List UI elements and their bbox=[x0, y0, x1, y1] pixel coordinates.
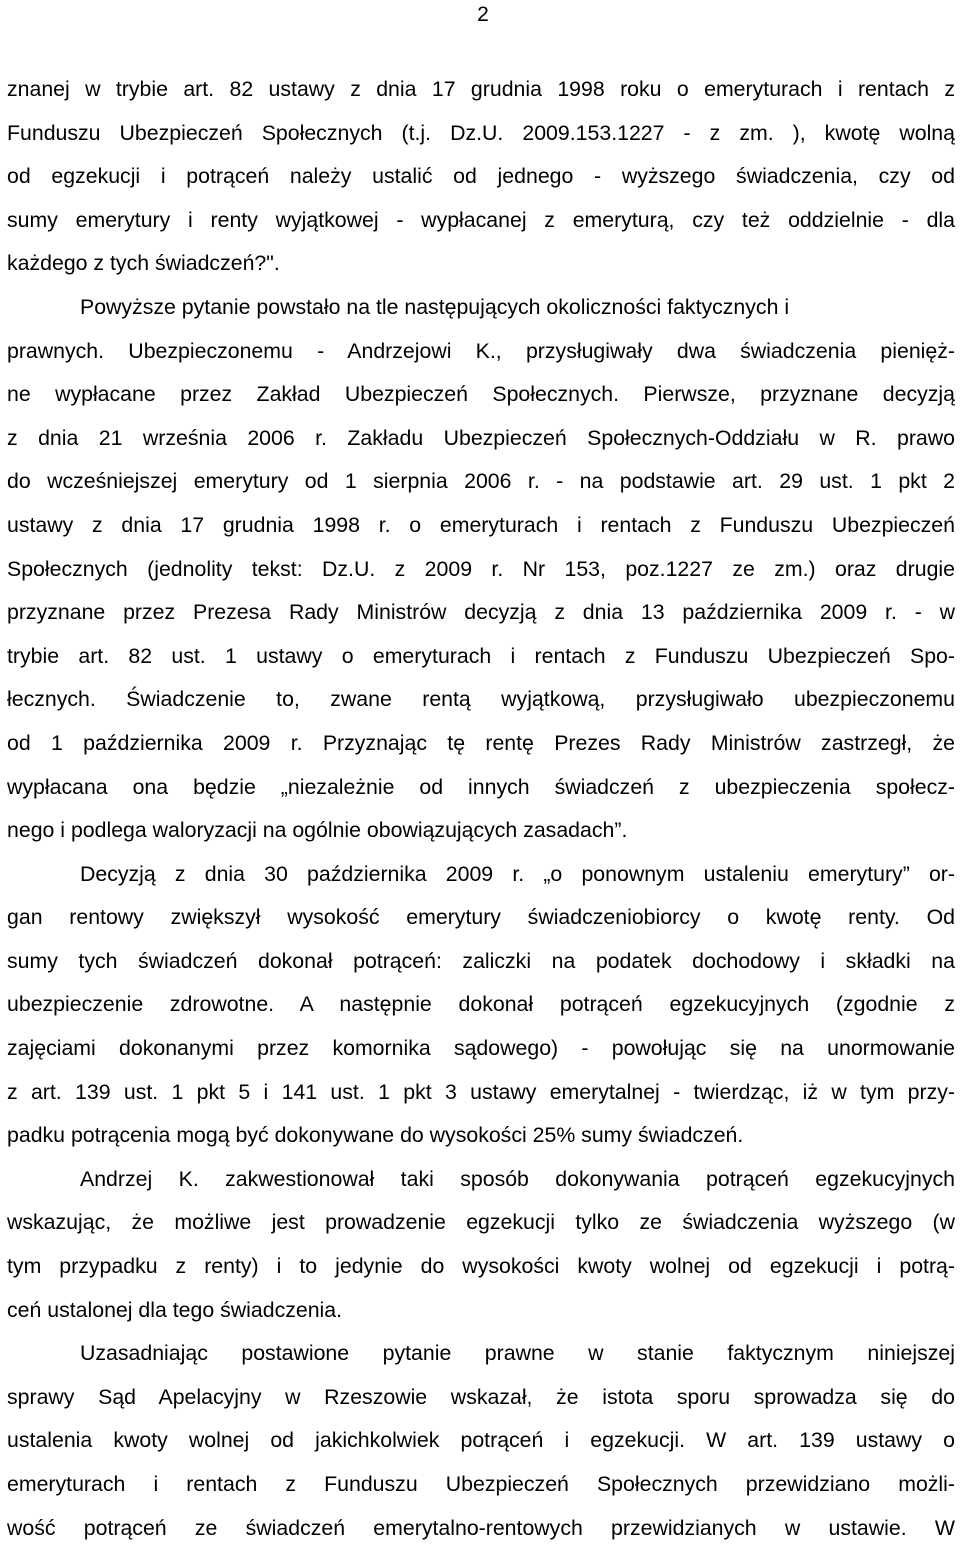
text-line: z art. 139 ust. 1 pkt 5 i 141 ust. 1 pkt 3 ustawy emerytalnej - twierdząc, iż w tym przy- bbox=[7, 1079, 955, 1104]
text-line: prawnych. Ubezpieczonemu - Andrzejowi K., przysługiwały dwa świadczenia pienięż- bbox=[7, 338, 955, 363]
text-line: gan rentowy zwiększył wysokość emerytury świadczeniobiorcy o kwotę renty. Od bbox=[7, 905, 955, 930]
text-line: wskazując, że możliwe jest prowadzenie egzekucji tylko ze świadczenia wyższego (w bbox=[7, 1210, 955, 1235]
text-line: padku potrącenia mogą być dokonywane do wysokości 25% sumy świadczeń. bbox=[7, 1123, 744, 1148]
document-body bbox=[7, 68, 955, 1550]
text-line: trybie art. 82 ust. 1 ustawy o emeryturach i rentach z Funduszu Ubezpieczeń Spo- bbox=[7, 643, 955, 668]
text-line: wypłacana ona będzie „niezależnie od innych świadczeń z ubezpieczenia społecz- bbox=[7, 774, 955, 799]
text-line: z dnia 21 września 2006 r. Zakładu Ubezpieczeń Społecznych-Oddziału w R. prawo bbox=[7, 425, 955, 450]
text-line: wość potrąceń ze świadczeń emerytalno-rentowych przewidzianych w ustawie. W bbox=[7, 1515, 955, 1540]
page-number: 2 bbox=[477, 3, 489, 26]
text-line: Andrzej K. zakwestionował taki sposób dokonywania potrąceń egzekucyjnych bbox=[80, 1166, 955, 1191]
text-line: sumy tych świadczeń dokonał potrąceń: zaliczki na podatek dochodowy i składki na bbox=[7, 948, 955, 973]
text-line: emeryturach i rentach z Funduszu Ubezpieczeń Społecznych przewidziano możli- bbox=[7, 1472, 955, 1496]
text-line: łecznych. Świadczenie to, zwane rentą wyjątkową, przysługiwało ubezpieczonemu bbox=[7, 687, 955, 712]
text-line: Powyższe pytanie powstało na tle następujących okoliczności faktycznych i bbox=[80, 294, 790, 319]
text-line: Uzasadniając postawione pytanie prawne w stanie faktycznym niniejszej bbox=[80, 1341, 955, 1366]
text-line: Funduszu Ubezpieczeń Społecznych (t.j. Dz.U. 2009.153.1227 - z zm. ), kwotę wolną bbox=[7, 120, 955, 145]
text-line: od egzekucji i potrąceń należy ustalić od jednego - wyższego świadczenia, czy od bbox=[7, 164, 955, 189]
text-line: Decyzją z dnia 30 października 2009 r. „o ponownym ustaleniu emerytury” or- bbox=[80, 861, 955, 886]
text-line: ne wypłacane przez Zakład Ubezpieczeń Społecznych. Pierwsze, przyznane decyzją bbox=[7, 382, 955, 407]
text-line: zajęciami dokonanymi przez komornika sądowego) - powołując się na unormowanie bbox=[7, 1036, 955, 1061]
text-line: sprawy Sąd Apelacyjny w Rzeszowie wskazał, że istota sporu sprowadza się do bbox=[7, 1384, 955, 1409]
text-line: znanej w trybie art. 82 ustawy z dnia 17 grudnia 1998 roku o emeryturach i rentach z bbox=[7, 77, 955, 101]
text-line: ubezpieczenie zdrowotne. A następnie dokonał potrąceń egzekucyjnych (zgodnie z bbox=[7, 992, 955, 1017]
text-line: ustawy z dnia 17 grudnia 1998 r. o emeryturach i rentach z Funduszu Ubezpieczeń bbox=[7, 512, 955, 537]
text-line: ceń ustalonej dla tego świadczenia. bbox=[7, 1297, 343, 1322]
text-line: sumy emerytury i renty wyjątkowej - wypłacanej z emeryturą, czy też oddzielnie - dla bbox=[7, 207, 955, 232]
text-line: Społecznych (jednolity tekst: Dz.U. z 2009 r. Nr 153, poz.1227 ze zm.) oraz drugie bbox=[7, 556, 955, 581]
text-line: nego i podlega waloryzacji na ogólnie obowiązujących zasadach”. bbox=[7, 818, 628, 843]
text-line: przyznane przez Prezesa Rady Ministrów decyzją z dnia 13 października 2009 r. - w bbox=[7, 600, 955, 625]
text-line: do wcześniejszej emerytury od 1 sierpnia 2006 r. - na podstawie art. 29 ust. 1 pkt 2 bbox=[7, 469, 955, 494]
text-line: tym przypadku z renty) i to jedynie do wysokości kwoty wolnej od egzekucji i potrą- bbox=[7, 1254, 955, 1279]
text-line: ustalenia kwoty wolnej od jakichkolwiek potrąceń i egzekucji. W art. 139 ustawy o bbox=[7, 1428, 955, 1453]
text-line: każdego z tych świadczeń?". bbox=[7, 251, 280, 276]
text-line: od 1 października 2009 r. Przyznając tę rentę Prezes Rady Ministrów zastrzegł, że bbox=[7, 730, 955, 755]
